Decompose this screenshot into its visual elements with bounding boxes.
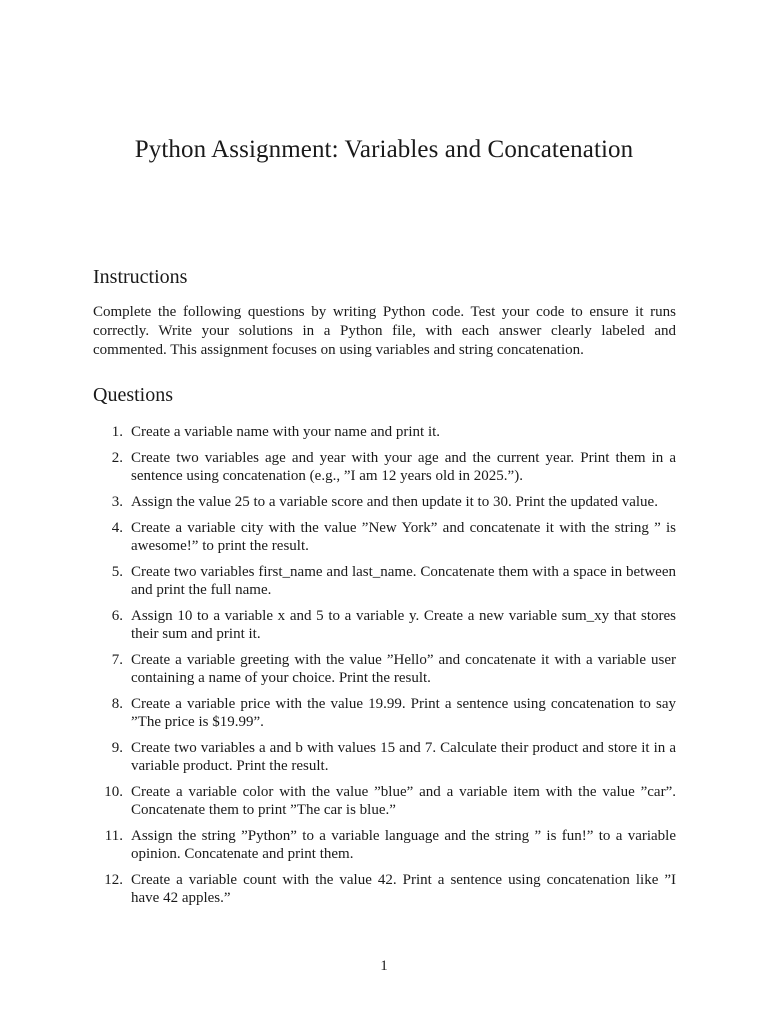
- document-title: Python Assignment: Variables and Concatenation: [134, 136, 634, 163]
- question-text: Create a variable count with the value 42. Print a sentence using concatenation like ”I have 42 apples.”: [131, 872, 676, 906]
- question-number: 3.: [111, 494, 123, 510]
- question-number: 5.: [111, 564, 123, 580]
- question-number: 6.: [111, 608, 123, 624]
- question-text: Assign the value 25 to a variable score and then update it to 30. Print the updated value.: [131, 494, 658, 510]
- question-item-11: [93, 827, 676, 863]
- question-item-12: [93, 871, 676, 907]
- question-number: 2.: [111, 450, 123, 466]
- question-number: 11.: [104, 828, 123, 844]
- questions-heading: Questions: [93, 384, 173, 406]
- question-text: Assign the string ”Python” to a variable language and the string ” is fun!” to a variable opinion. Concatenate and print them.: [131, 828, 676, 862]
- question-text: Create a variable name with your name and print it.: [131, 424, 441, 440]
- question-number: 8.: [111, 696, 123, 712]
- question-text: Create a variable greeting with the value ”Hello” and concatenate it with a variable user containing a name of your choice. Print the result.: [131, 652, 676, 686]
- question-number: 9.: [111, 740, 123, 756]
- page-number: 1: [380, 958, 388, 974]
- question-item-6: [93, 607, 676, 643]
- question-item-2: [93, 449, 676, 485]
- question-item-10: [93, 783, 676, 819]
- questions-list: [93, 423, 676, 915]
- question-text: Create a variable price with the value 19.99. Print a sentence using concatenation to say ”The price is $19.99”.: [131, 696, 676, 730]
- question-text: Create two variables a and b with values 15 and 7. Calculate their product and store it in a variable product. Print the result.: [131, 740, 676, 774]
- question-item-1: [93, 423, 676, 441]
- question-text: Create two variables age and year with your age and the current year. Print them in a sentence using concatenation (e.g., ”I am 12 years old in 2025.”).: [131, 450, 676, 484]
- question-number: 12.: [104, 872, 123, 888]
- question-text: Assign 10 to a variable x and 5 to a variable y. Create a new variable sum_xy that stores their sum and print it.: [131, 608, 676, 642]
- question-number: 7.: [111, 652, 123, 668]
- question-text: Create a variable color with the value ”blue” and a variable item with the value ”car”. Concatenate them to print ”The car is blue.”: [131, 784, 676, 818]
- question-number: 4.: [111, 520, 123, 536]
- question-item-3: [93, 493, 676, 511]
- question-text: Create two variables first_name and last_name. Concatenate them with a space in between and print the full name.: [131, 564, 676, 598]
- question-item-5: [93, 563, 676, 599]
- question-number: 10.: [104, 784, 123, 800]
- question-item-4: [93, 519, 676, 555]
- instructions-heading: Instructions: [93, 266, 188, 288]
- question-item-9: [93, 739, 676, 775]
- question-number: 1.: [111, 424, 123, 440]
- instructions-paragraph: Complete the following questions by writing Python code. Test your code to ensure it runs correctly. Write your solutions in a Python file, with each answer clearly labeled and commented. This assignment focuses on using variables and string concatenation.: [93, 304, 676, 358]
- question-text: Create a variable city with the value ”New York” and concatenate it with the string ” is awesome!” to print the result.: [131, 520, 676, 554]
- question-item-7: [93, 651, 676, 687]
- question-item-8: [93, 695, 676, 731]
